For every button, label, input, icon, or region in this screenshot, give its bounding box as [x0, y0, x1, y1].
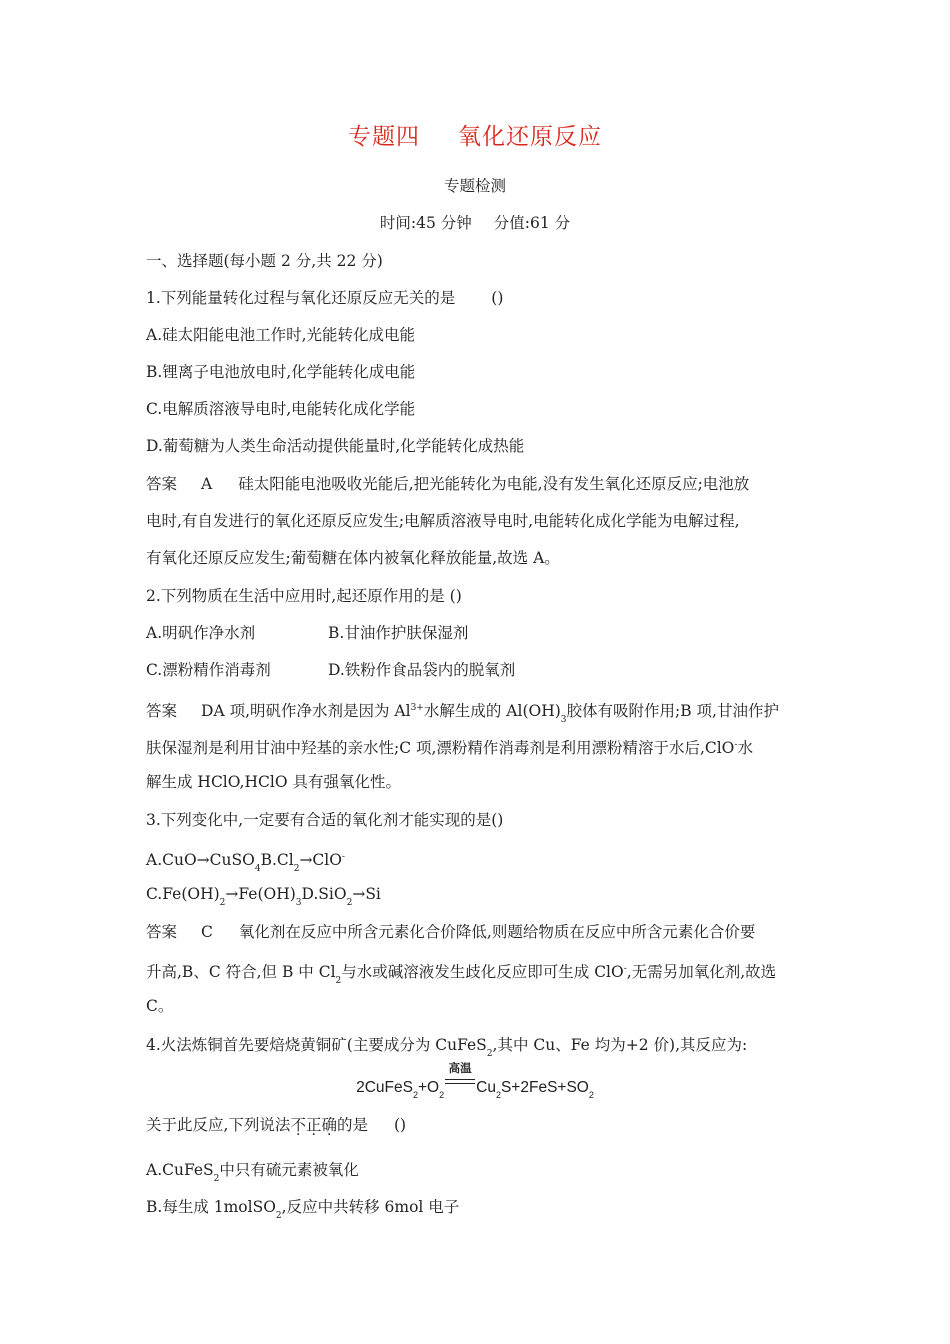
q4-option-b: B.每生成 1molSO$_2$,反应中共转移 6mol 电子 — [146, 1198, 460, 1221]
page-title — [0, 118, 950, 151]
q1-option-a: A.硅太阳能电池工作时,光能转化成电能 — [146, 326, 416, 344]
reaction-condition: 高温 — [445, 1072, 475, 1094]
time-label: 时间:45 分钟 — [379, 214, 472, 232]
q4-option-a: A.CuFeS$_2$中只有硫元素被氧化 — [146, 1161, 359, 1184]
q3-answer-line1: 答案 C 氧化剂在反应中所含元素化合价降低,则题给物质在反应中所含元素化合价要 — [146, 923, 756, 941]
q1-answer-line3: 有氧化还原反应发生;葡萄糖在体内被氧化释放能量,故选 A。 — [146, 549, 560, 567]
q4-stem: 4.火法炼铜首先要焙烧黄铜矿(主要成分为 CuFeS$_2$,其中 Cu、Fe 均为+2 价),其反应为: — [146, 1036, 748, 1059]
q3-options-ab: $A.CuO\to CuSO_4B.Cl_2\to ClO^-$ — [146, 851, 345, 874]
section-heading: 一、选择题(每小题 2 分,共 22 分) — [146, 252, 383, 270]
q1-answer-line1: 答案 A 硅太阳能电池吸收光能后,把光能转化为电能,没有发生氧化还原反应;电池放 — [146, 475, 750, 493]
q2-answer-line2: 肤保湿剂是利用甘油中羟基的亲水性;C 项,漂粉精作消毒剂是利用漂粉精溶于水后,ClO-水 — [146, 739, 753, 757]
q2-answer-line3: 解生成 HClO,HClO 具有强氧化性。 — [146, 773, 401, 791]
q1-option-d: D.葡萄糖为人类生命活动提供能量时,化学能转化成热能 — [146, 437, 525, 455]
q4-question: 关于此反应,下列说法不正确的是 () — [146, 1116, 407, 1134]
q3-answer-line3: C。 — [146, 997, 174, 1015]
q2-options-cd: C.漂粉精作消毒剂 D.铁粉作食品袋内的脱氧剂 — [146, 661, 516, 679]
page-subtitle: 专题检测 — [443, 177, 506, 195]
q3-stem: 3.下列变化中,一定要有合适的氧化剂才能实现的是() — [146, 811, 504, 829]
q2-answer-line1: 答案 DA 项,明矾作净水剂是因为 $Al^{3+}$水解生成的 $Al(OH)_3$胶体有吸附作用;B 项,甘油作护 — [146, 702, 779, 725]
q1-option-b: B.锂离子电池放电时,化学能转化成电能 — [146, 363, 416, 381]
q3-options-cd: $C.Fe(OH)_2\to Fe(OH)_3D.SiO_2\to Si$ — [146, 885, 381, 908]
q2-options-ab: A.明矾作净水剂 B.甘油作护肤保湿剂 — [146, 624, 469, 642]
title-part-topic: 专题四 — [348, 124, 420, 150]
q1-answer-line2: 电时,有自发进行的氧化还原反应发生;电解质溶液导电时,电能转化成化学能为电解过程, — [146, 512, 740, 530]
exam-meta — [0, 211, 950, 233]
q1-stem: 1.下列能量转化过程与氧化还原反应无关的是 () — [146, 289, 504, 307]
q2-stem: 2.下列物质在生活中应用时,起还原作用的是 () — [146, 587, 462, 605]
score-label: 分值:61 分 — [493, 214, 571, 232]
q1-option-c: C.电解质溶液导电时,电能转化成化学能 — [146, 400, 416, 418]
reaction-equation: $2CuFeS_2+O_2$ 高温 $Cu_2S+2FeS+SO_2$ — [356, 1063, 594, 1100]
q3-answer-line2: 升高,B、C 符合,但 B 中 $Cl_2$与水或碱溶液发生歧化反应即可生成 ClO-,无需另加氧化剂,故选 — [146, 963, 777, 986]
title-part-name: 氧化还原反应 — [458, 124, 602, 150]
